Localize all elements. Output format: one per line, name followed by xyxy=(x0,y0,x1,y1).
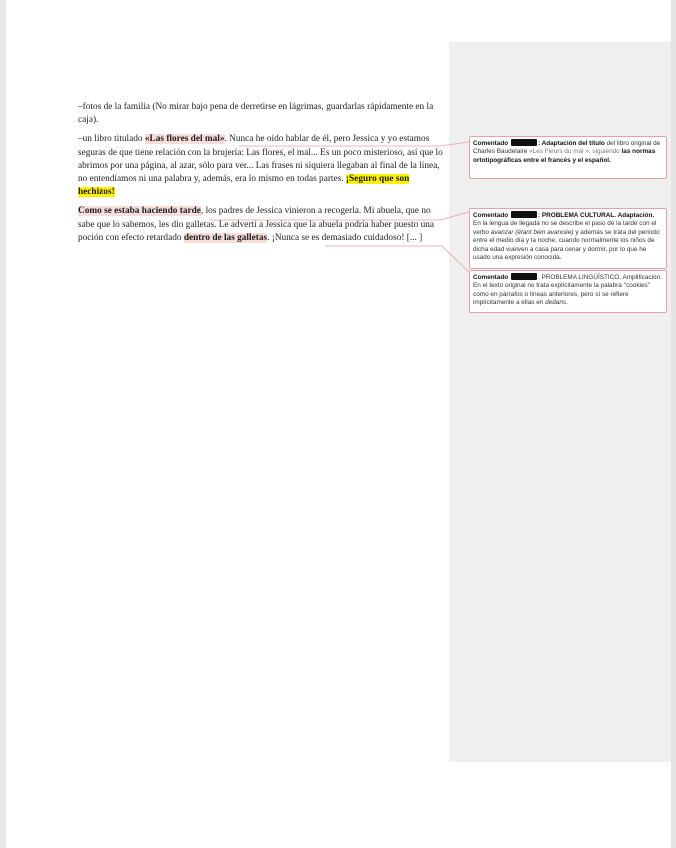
comment-text: Amplificación. En el texto original no trata explícitamente la palabra ''cookies'' como en párrafos o líneas anteriores, pero sí se refiere implícitamente a ellas en xyxy=(473,274,662,307)
comment-prefix: Comentado xyxy=(473,140,509,147)
comment-italic: dedans xyxy=(545,299,567,307)
comment-text: . xyxy=(566,299,568,307)
comment-balloon-3[interactable] xyxy=(469,270,667,313)
highlight-commented-text[interactable]: dentro de las galletas xyxy=(183,232,268,243)
comment-text-bold: las normas ortotipográficas entre el francés y el español. xyxy=(473,148,656,164)
highlight-commented-text[interactable]: «Las flores del mal» xyxy=(144,134,225,145)
comment-balloon-2[interactable] xyxy=(469,208,667,269)
text-run: . ¡Nunca se es demasiado cuidadoso! [... ] xyxy=(267,232,423,243)
comment-quote: «Les Fleurs du mal » xyxy=(529,148,589,156)
redacted-author xyxy=(511,211,537,218)
comment-text: En la lengua de llegada no se describe el paso de la tarde con el verbo xyxy=(473,220,657,236)
highlight-yellow-text: ¡Seguro que son hechizos! xyxy=(78,174,410,198)
text-run: –un libro titulado xyxy=(78,134,145,145)
text-run: –fotos de la familia (No mirar bajo pena de derretirse en lágrimas, guardarlas rápidamente en la caja). xyxy=(78,102,434,126)
comment-title: : PROBLEMA CULTURAL. Adaptación. xyxy=(537,212,655,219)
comment-text: , siguiendo xyxy=(588,148,622,156)
comment-prefix: Comentado xyxy=(473,212,509,219)
comment-text: y además se trata del periodo entre el medio día y la noche, cuando normalmente los niños de dicha edad vuelven a casa para cenar y dormir, por lo que he usado una expresión conocida. xyxy=(473,228,660,262)
comment-title: : PROBLEMA LINGÜÍSTICO. xyxy=(537,274,622,281)
highlight-commented-text[interactable]: Como se estaba haciendo tarde xyxy=(78,206,201,217)
comment-prefix: Comentado xyxy=(473,274,509,281)
comment-title: : Adaptación del título xyxy=(537,140,605,147)
paragraph xyxy=(78,101,443,127)
comment-text: del libro original de Charles Baudelaire xyxy=(473,140,661,156)
redacted-author xyxy=(511,139,537,146)
text-run: , los padres de Jessica vinieron a recogerla. Mi abuela, que no sabe que lo sabemos, les dio galletas. Le advertí a Jessica que la abuela podría haber puesto una poción con efecto retardado xyxy=(78,206,434,243)
comment-balloon-1[interactable] xyxy=(469,136,667,179)
paragraph xyxy=(78,133,443,199)
document-body xyxy=(78,101,443,251)
comment-italic: avanzar (étant bien avancée) xyxy=(490,228,574,236)
paragraph xyxy=(78,205,443,245)
redacted-author xyxy=(511,273,537,280)
text-run: . Nunca he oído hablar de él, pero Jessica y yo estamos seguras de que tiene relación con la brujería: Las flores, el mal... Es un poco misterioso, así que lo abrimos por una página, al azar, sólo para ver... Las frases ni siquiera llegaban al final de la línea, no entendíamos ni una palabra y, además, era lo mismo en todas partes. xyxy=(78,134,443,185)
